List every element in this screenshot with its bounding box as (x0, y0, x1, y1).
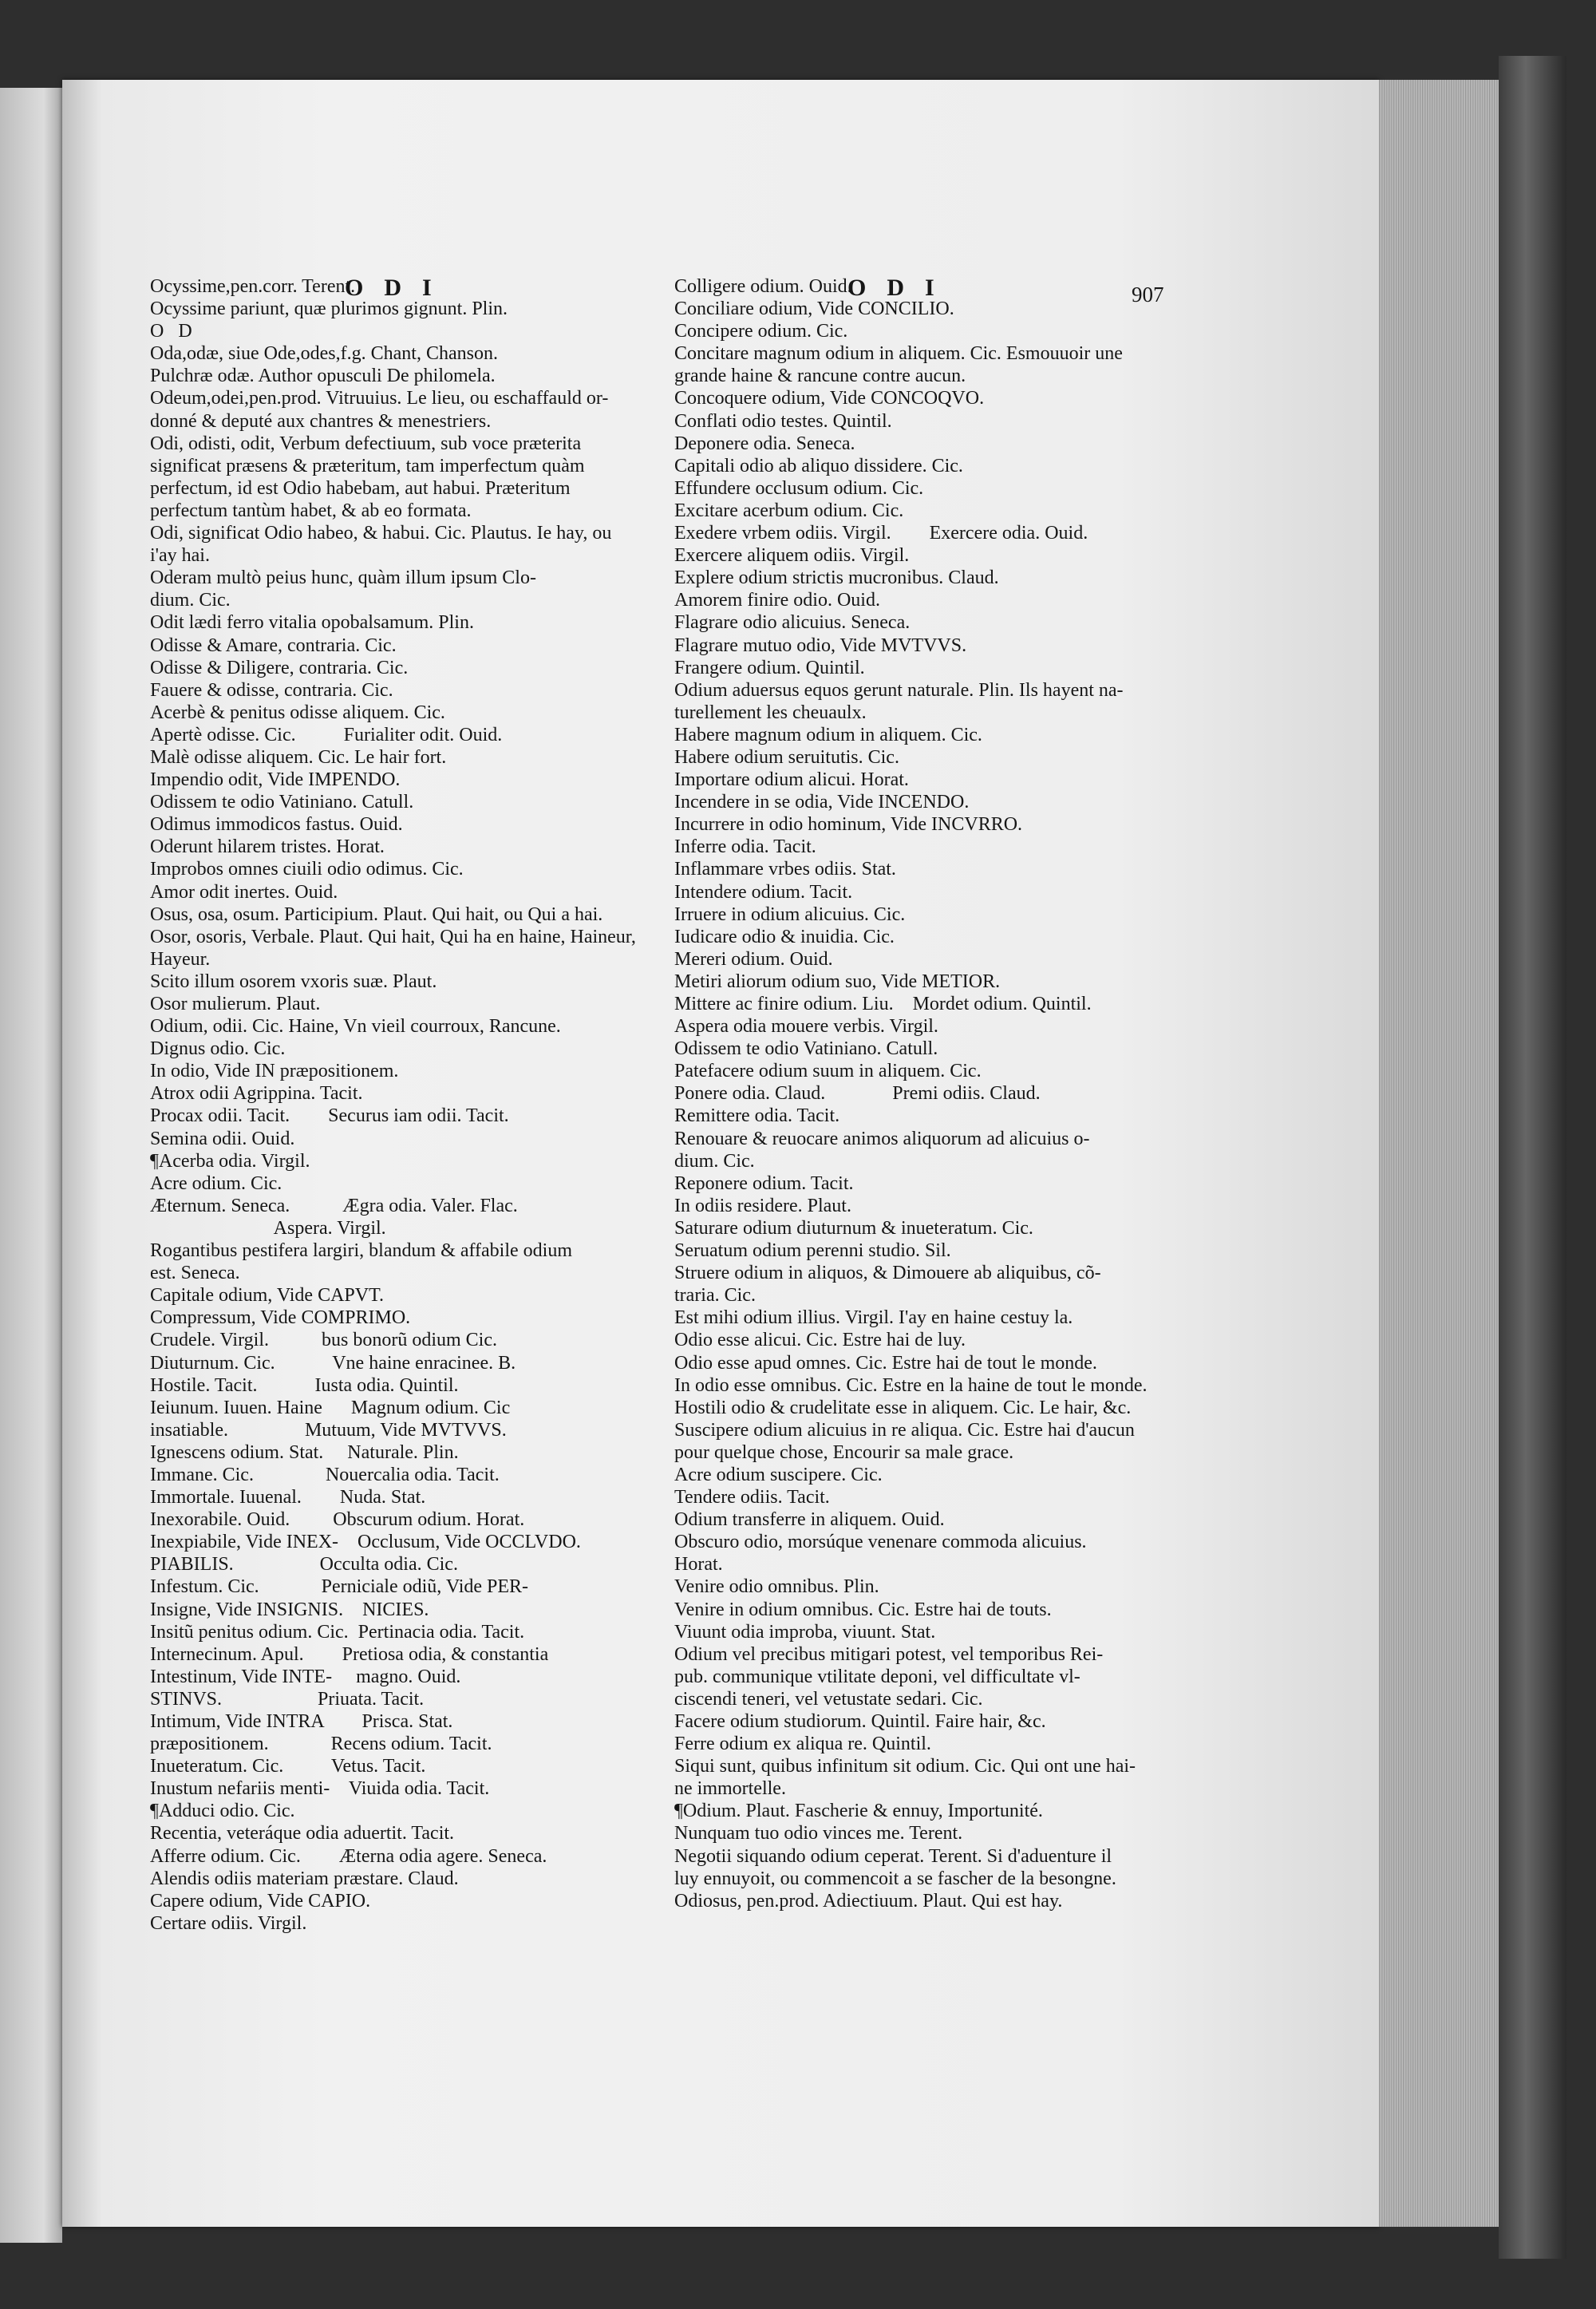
dictionary-line: Odium aduersus equos gerunt naturale. Plin. Ils hayent na- (674, 679, 1124, 701)
dictionary-line: luy ennuyoit, ou commencoit a se fascher de la besongne. (674, 1868, 1116, 1889)
dictionary-line: Ieiunum. Iuuen. Haine Magnum odium. Cic (150, 1397, 511, 1418)
dictionary-line: Inueteratum. Cic. Vetus. Tacit. (150, 1756, 426, 1777)
dictionary-line: est. Seneca. (150, 1263, 240, 1284)
dictionary-line: Inustum nefariis menti- Viuida odia. Tacit. (150, 1778, 490, 1800)
dictionary-line: Flagrare odio alicuius. Seneca. (674, 612, 911, 634)
dictionary-line: Osor mulierum. Plaut. (150, 994, 321, 1014)
dictionary-line: Acre odium suscipere. Cic. (674, 1464, 883, 1485)
left-column (150, 275, 636, 1935)
dictionary-line: Scito illum osorem vxoris suæ. Plaut. (150, 971, 437, 992)
dictionary-line: Immane. Cic. Nouercalia odia. Tacit. (150, 1464, 500, 1485)
dictionary-line: Atrox odii Agrippina. Tacit. (150, 1083, 363, 1105)
dictionary-line: Infestum. Cic. Perniciale odiũ, Vide PER- (150, 1576, 529, 1598)
dictionary-line: Dignus odio. Cic. (150, 1038, 286, 1060)
dictionary-line: Ignescens odium. Stat. Naturale. Plin. (150, 1441, 459, 1463)
dictionary-line: significat præsens & præteritum, tam imperfectum quàm (150, 455, 585, 476)
dictionary-line: Fauere & odisse, contraria. Cic. (150, 679, 393, 701)
dictionary-line: Osor, osoris, Verbale. Plaut. Qui hait, Qui ha en haine, Haineur, (150, 926, 636, 947)
dictionary-line: Remittere odia. Tacit. (674, 1105, 840, 1127)
dictionary-line: Afferre odium. Cic. Æterna odia agere. Seneca. (150, 1845, 547, 1867)
dictionary-line: Apertè odisse. Cic. Furialiter odit. Ouid. (150, 724, 503, 745)
dictionary-line: Compressum, Vide COMPRIMO. (150, 1307, 411, 1329)
dictionary-line: Exedere vrbem odiis. Virgil. Exercere odia. Ouid. (674, 523, 1088, 544)
dictionary-line: Hostili odio & crudelitate esse in aliquem. Cic. Le hair, &c. (674, 1397, 1132, 1418)
dictionary-line: Odiosus, pen.prod. Adiectiuum. Plaut. Qui est hay. (674, 1890, 1063, 1912)
dictionary-line: Ferre odium ex aliqua re. Quintil. (674, 1734, 931, 1755)
dictionary-line: Concoquere odium, Vide CONCOQVO. (674, 388, 985, 409)
dictionary-line: ¶Odium. Plaut. Fascherie & ennuy, Importunité. (674, 1801, 1043, 1822)
dictionary-line: Odimus immodicos fastus. Ouid. (150, 814, 403, 836)
dictionary-line: Intendere odium. Tacit. (674, 881, 853, 903)
dictionary-line: In odio esse omnibus. Cic. Estre en la haine de tout le monde. (674, 1374, 1148, 1396)
dictionary-line: Pulchræ odæ. Author opusculi De philomela. (150, 366, 496, 387)
dictionary-line: Tendere odiis. Tacit. (674, 1487, 830, 1508)
dictionary-line: Ponere odia. Claud. Premi odiis. Claud. (674, 1083, 1041, 1105)
dictionary-line: Suscipere odium alicuius in re aliqua. Cic. Estre hai d'aucun (674, 1419, 1135, 1441)
dictionary-line: Est mihi odium illius. Virgil. I'ay en haine cestuy la. (674, 1307, 1073, 1329)
dictionary-line: Mereri odium. Ouid. (674, 948, 833, 970)
dictionary-line: O D (150, 321, 192, 342)
dictionary-line: Iudicare odio & inuidia. Cic. (674, 926, 895, 947)
dictionary-line: STINVS. Priuata. Tacit. (150, 1688, 425, 1710)
dictionary-line: Colligere odium. Ouid. (674, 276, 852, 297)
dictionary-line: Venire in odium omnibus. Cic. Estre hai de touts. (674, 1599, 1052, 1620)
dictionary-line: Alendis odiis materiam præstare. Claud. (150, 1868, 459, 1889)
running-header-left: ODI (345, 275, 452, 301)
dictionary-line: Rogantibus pestifera largiri, blandum & affabile odium (150, 1240, 572, 1262)
dictionary-line: Osus, osa, osum. Participium. Plaut. Qui hait, ou Qui a hai. (150, 903, 603, 925)
dictionary-line: Capitali odio ab aliquo dissidere. Cic. (674, 455, 963, 476)
dictionary-line: Inexpiabile, Vide INEX- Occlusum, Vide OCCLVDO. (150, 1532, 581, 1553)
dictionary-line: Nunquam tuo odio vinces me. Terent. (674, 1823, 963, 1844)
dictionary-line: perfectum tantùm habet, & ab eo formata. (150, 500, 472, 521)
dictionary-line: Habere odium seruitutis. Cic. (674, 746, 899, 768)
dictionary-line: Odi, significat Odio habeo, & habui. Cic. Plautus. Ie hay, ou (150, 523, 612, 544)
dictionary-line: Intestinum, Vide INTE- magno. Ouid. (150, 1666, 461, 1687)
dictionary-line: Inferre odia. Tacit. (674, 836, 816, 858)
dictionary-line: Struere odium in aliquos, & Dimouere ab aliquibus, cõ- (674, 1263, 1101, 1284)
dictionary-line: Ocyssime,pen.corr. Terent. (150, 276, 356, 297)
dictionary-line: Internecinum. Apul. Pretiosa odia, & constantia (150, 1643, 549, 1665)
facing-page-edge (0, 88, 62, 2243)
dictionary-line: In odio, Vide IN præpositionem. (150, 1061, 399, 1082)
dictionary-line: i'ay hai. (150, 545, 210, 567)
dictionary-line: ¶Acerba odia. Virgil. (150, 1150, 310, 1172)
dictionary-line: Ocyssime pariunt, quæ plurimos gignunt. Plin. (150, 299, 508, 320)
page-number: 907 (1132, 283, 1164, 306)
dictionary-line: Æternum. Seneca. Ægra odia. Valer. Flac. (150, 1195, 518, 1216)
dictionary-line: Exercere aliquem odiis. Virgil. (674, 545, 910, 567)
dictionary-line: donné & deputé aux chantres & menestriers. (150, 410, 492, 432)
dictionary-line: Insitũ penitus odium. Cic. Pertinacia odia. Tacit. (150, 1621, 525, 1643)
dictionary-line: Concipere odium. Cic. (674, 321, 848, 342)
dictionary-line: Hayeur. (150, 948, 211, 970)
dictionary-line: Improbos omnes ciuili odio odimus. Cic. (150, 859, 464, 880)
dictionary-line: Inexorabile. Ouid. Obscurum odium. Horat. (150, 1509, 525, 1531)
dictionary-line: Odisse & Amare, contraria. Cic. (150, 635, 397, 656)
dictionary-line: pub. communique vtilitate deponi, vel difficultate vl- (674, 1666, 1080, 1687)
dictionary-line: Explere odium strictis mucronibus. Claud. (674, 567, 999, 589)
dictionary-line: Insigne, Vide INSIGNIS. NICIES. (150, 1599, 429, 1620)
dictionary-line: Odio esse alicui. Cic. Estre hai de luy. (674, 1330, 966, 1351)
dictionary-line: Odissem te odio Vatiniano. Catull. (674, 1038, 938, 1060)
dictionary-line: ¶Adduci odio. Cic. (150, 1801, 295, 1822)
dictionary-line: Capitale odium, Vide CAPVT. (150, 1285, 384, 1307)
dictionary-line: traria. Cic. (674, 1285, 756, 1307)
dictionary-line: Frangere odium. Quintil. (674, 657, 865, 678)
dictionary-line: Recentia, veteráque odia aduertit. Tacit. (150, 1823, 455, 1844)
dictionary-line: Oda,odæ, siue Ode,odes,f.g. Chant, Chanson. (150, 343, 498, 365)
dictionary-line: Odisse & Diligere, contraria. Cic. (150, 657, 409, 678)
dictionary-line: Odissem te odio Vatiniano. Catull. (150, 792, 414, 813)
dictionary-line: PIABILIS. Occulta odia. Cic. (150, 1554, 458, 1576)
dictionary-line: Incurrere in odio hominum, Vide INCVRRO. (674, 814, 1023, 836)
dictionary-line: Immortale. Iuuenal. Nuda. Stat. (150, 1487, 426, 1508)
dictionary-line: Concitare magnum odium in aliquem. Cic. Esmouuoir une (674, 343, 1123, 365)
dictionary-line: Excitare acerbum odium. Cic. (674, 500, 904, 521)
dictionary-line: Irruere in odium alicuius. Cic. (674, 903, 906, 925)
dictionary-line: Saturare odium diuturnum & inueteratum. Cic. (674, 1217, 1033, 1239)
dictionary-line: pour quelque chose, Encourir sa male grace. (674, 1441, 1014, 1463)
dictionary-line: Odit lædi ferro vitalia opobalsamum. Plin. (150, 612, 474, 634)
dictionary-line: Semina odii. Ouid. (150, 1128, 295, 1149)
dictionary-line: Patefacere odium suum in aliquem. Cic. (674, 1061, 982, 1082)
dictionary-line: Negotii siquando odium ceperat. Terent. Si d'aduenture il (674, 1845, 1112, 1867)
dictionary-line: Incendere in se odia, Vide INCENDO. (674, 792, 970, 813)
dictionary-line: Amor odit inertes. Ouid. (150, 881, 338, 903)
dictionary-line: Acre odium. Cic. (150, 1172, 282, 1194)
dictionary-line: ciscendi teneri, vel vetustate sedari. Cic. (674, 1688, 983, 1710)
dictionary-line: Siqui sunt, quibus infinitum sit odium. Cic. Qui ont une hai- (674, 1756, 1136, 1777)
dictionary-line: Seruatum odium perenni studio. Sil. (674, 1240, 951, 1262)
dictionary-line: Venire odio omnibus. Plin. (674, 1576, 879, 1598)
dictionary-line: Odeum,odei,pen.prod. Vitruuius. Le lieu, ou eschaffauld or- (150, 388, 609, 409)
dictionary-line: insatiable. Mutuum, Vide MVTVVS. (150, 1419, 507, 1441)
dictionary-line: dium. Cic. (674, 1150, 755, 1172)
dictionary-line: Diuturnum. Cic. Vne haine enracinee. B. (150, 1352, 516, 1374)
right-column (674, 275, 1169, 1912)
dictionary-line: Procax odii. Tacit. Securus iam odii. Tacit. (150, 1105, 509, 1127)
dictionary-line: Odi, odisti, odit, Verbum defectiuum, sub voce præterita (150, 433, 582, 454)
dictionary-line: Horat. (674, 1554, 723, 1576)
dictionary-line: Capere odium, Vide CAPIO. (150, 1890, 371, 1912)
dictionary-line: Acerbè & penitus odisse aliquem. Cic. (150, 702, 445, 723)
dictionary-line: Amorem finire odio. Ouid. (674, 590, 880, 611)
dictionary-line: Aspera. Virgil. (150, 1217, 386, 1239)
dictionary-line: Certare odiis. Virgil. (150, 1912, 307, 1934)
dictionary-line: dium. Cic. (150, 590, 231, 611)
dictionary-line: Obscuro odio, morsúque venenare commoda alicuius. (674, 1532, 1087, 1553)
running-header-right: ODI (847, 275, 955, 301)
dictionary-line: Deponere odia. Seneca. (674, 433, 855, 454)
dictionary-line: ne immortelle. (674, 1778, 786, 1800)
dictionary-line: Impendio odit, Vide IMPENDO. (150, 769, 401, 791)
dictionary-line: Oderunt hilarem tristes. Horat. (150, 836, 385, 858)
dictionary-line: Renouare & reuocare animos aliquorum ad alicuius o- (674, 1128, 1090, 1149)
dictionary-line: turellement les cheuaulx. (674, 702, 867, 723)
dictionary-line: Habere magnum odium in aliquem. Cic. (674, 724, 982, 745)
dictionary-line: Importare odium alicui. Horat. (674, 769, 909, 791)
dictionary-line: Facere odium studiorum. Quintil. Faire hair, &c. (674, 1711, 1046, 1732)
dictionary-line: Malè odisse aliquem. Cic. Le hair fort. (150, 746, 447, 768)
dictionary-line: Odium vel precibus mitigari potest, vel temporibus Rei- (674, 1643, 1104, 1665)
dictionary-line: Crudele. Virgil. bus bonorũ odium Cic. (150, 1330, 497, 1351)
dictionary-line: In odiis residere. Plaut. (674, 1195, 851, 1216)
dictionary-line: perfectum, id est Odio habebam, aut habui. Præteritum (150, 477, 571, 499)
dictionary-line: Flagrare mutuo odio, Vide MVTVVS. (674, 635, 967, 656)
dictionary-line: Effundere occlusum odium. Cic. (674, 477, 924, 499)
dictionary-line: Conflati odio testes. Quintil. (674, 410, 892, 432)
dictionary-line: Intimum, Vide INTRA Prisca. Stat. (150, 1711, 453, 1732)
dictionary-line: Hostile. Tacit. Iusta odia. Quintil. (150, 1374, 459, 1396)
book-cover-edge (1499, 56, 1566, 2259)
dictionary-line: Odio esse apud omnes. Cic. Estre hai de tout le monde. (674, 1352, 1097, 1374)
dictionary-line: Conciliare odium, Vide CONCILIO. (674, 299, 954, 320)
dictionary-line: Aspera odia mouere verbis. Virgil. (674, 1016, 938, 1038)
dictionary-line: Metiri aliorum odium suo, Vide METIOR. (674, 971, 1001, 992)
dictionary-line: Odium, odii. Cic. Haine, Vn vieil courroux, Rancune. (150, 1016, 561, 1038)
dictionary-line: grande haine & rancune contre aucun. (674, 366, 966, 387)
dictionary-line: Oderam multò peius hunc, quàm illum ipsum Clo- (150, 567, 536, 589)
dictionary-line: Viuunt odia improba, viuunt. Stat. (674, 1621, 936, 1643)
dictionary-line: Mittere ac finire odium. Liu. Mordet odium. Quintil. (674, 994, 1092, 1014)
dictionary-line: Reponere odium. Tacit. (674, 1172, 854, 1194)
dictionary-line: præpositionem. Recens odium. Tacit. (150, 1734, 492, 1755)
dictionary-line: Odium transferre in aliquem. Ouid. (674, 1509, 945, 1531)
dictionary-line: Inflammare vrbes odiis. Stat. (674, 859, 896, 880)
page-stack-edge (1379, 80, 1499, 2227)
